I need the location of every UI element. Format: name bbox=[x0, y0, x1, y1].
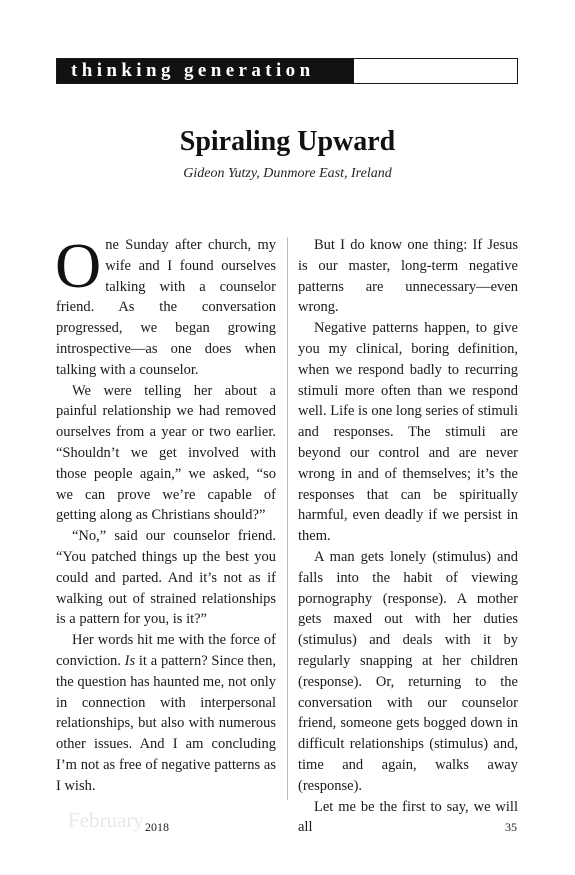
paragraph: Negative patterns happen, to give you my clinical, boring definition, when we respond badly to recurring stimuli more often than we respond well. Life is one long series of stimuli and responses. The stimuli are beyond our control and are never wrong in and of themselves; it’s the responses that can be spiritually harmful, even deadly if we persist in them. bbox=[298, 320, 518, 545]
paragraph-text: it a pattern? Since then, the question has haunted me, not only in connection with interpersonal relationships, but also with numerous other issues. And I am concluding I’m not as free of negative patterns as I wish. bbox=[56, 652, 276, 794]
paragraph-text: Her words hit me with the force of conviction. bbox=[56, 632, 276, 669]
paragraph: A man gets lonely (stimulus) and falls into the habit of viewing pornography (response). A mother gets maxed out with her duties (stimulus) and deals with it by regularly snapping at her children (response). Or, returning to the conversation with our counselor friend, someone gets bogged down in difficult relationships (stimulus) and, time and again, walks away (response). bbox=[298, 548, 518, 794]
section-label: thinking generation bbox=[57, 59, 354, 83]
paragraph: Let me be the first to say, we will all bbox=[298, 798, 518, 836]
drop-cap: O bbox=[55, 230, 102, 301]
paragraph: We were telling her about a painful relationship we had removed ourselves from a year or two earlier. “Shouldn’t we get involved with those people again,” we asked, “so we can prove we’re capable of getting along as Christians should?” bbox=[56, 382, 276, 524]
column-divider bbox=[287, 237, 288, 800]
paragraph bbox=[56, 630, 276, 796]
paragraph bbox=[55, 230, 276, 381]
article-byline: Gideon Yutzy, Dunmore East, Ireland bbox=[183, 166, 392, 181]
emphasis-text: Is bbox=[124, 652, 136, 669]
paragraph-text: ne Sunday after church, my wife and I found ourselves talking with a counselor friend. As the conversation progressed, we began growing introspective—as one does when talking with a counselor. bbox=[56, 237, 276, 378]
footer-month: February bbox=[68, 808, 144, 832]
left-column bbox=[55, 230, 276, 797]
right-column bbox=[298, 235, 518, 838]
paragraph: “No,” said our counselor friend. “You patched things up the best you could and parted. And it’s not as if walking out of strained relationships is a pattern for you, is it?” bbox=[56, 528, 276, 628]
article-title: Spiraling Upward bbox=[179, 126, 396, 157]
page-number: 35 bbox=[505, 820, 517, 834]
paragraph: But I do know one thing: If Jesus is our master, long-term negative patterns are unnecessary—even wrong. bbox=[298, 237, 518, 316]
footer-year: 2018 bbox=[145, 820, 169, 834]
section-header-bar bbox=[56, 58, 518, 84]
